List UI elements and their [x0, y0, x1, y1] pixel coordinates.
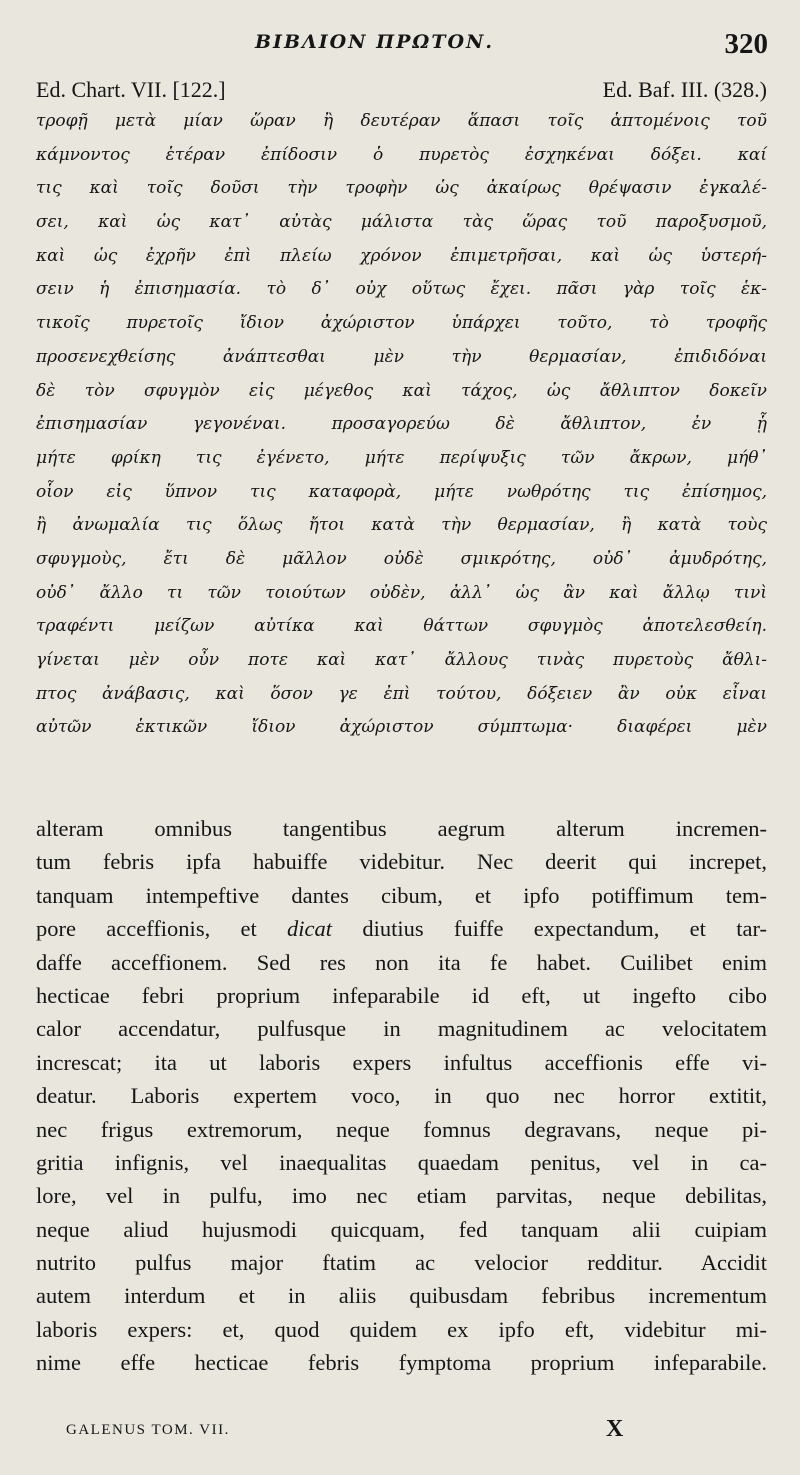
- latin-line: lore, vel in pulfu, imo nec etiam parvitas, neque debilitas,: [36, 1183, 767, 1209]
- latin-line: nime effe hecticae febris fymptoma proprium infeparabile.: [36, 1350, 767, 1376]
- latin-text: [36, 812, 767, 1380]
- latin-line: pore acceffionis, et dicat diutius fuiffe expectandum, et tar-: [36, 916, 767, 942]
- latin-line: increscat; ita ut laboris expers infultus acceffionis effe vi-: [36, 1049, 767, 1075]
- greek-line: κάμνοντος ἑτέραν ἐπίδοσιν ὁ πυρετὸς ἐσχηκέναι δόξει. καί: [36, 144, 767, 165]
- greek-line: τικοῖς πυρετοῖς ἴδιον ἀχώριστον ὑπάρχει τοῦτο, τὸ τροφῆς: [36, 313, 767, 334]
- latin-line: tanquam intempeftive dantes cibum, et ipfo potiffimum tem-: [36, 882, 767, 908]
- latin-line: alteram omnibus tangentibus aegrum alterum incremen-: [36, 816, 767, 841]
- greek-line: πτος ἀνάβασις, καὶ ὅσον γε ἐπὶ τούτου, δόξειεν ἂν οὐκ εἶναι: [36, 683, 767, 704]
- greek-line: σφυγμοὺς, ἔτι δὲ μᾶλλον οὐδὲ σμικρότης, οὐδ᾽ ἀμυδρότης,: [36, 548, 767, 569]
- latin-line: nutrito pulfus major ftatim ac velocior redditur. Accidit: [36, 1250, 767, 1276]
- running-head: [0, 28, 800, 62]
- page-number: 320: [724, 28, 768, 60]
- latin-line: tum febris ipfa habuiffe videbitur. Nec deerit qui increpet,: [36, 849, 767, 875]
- greek-line: οἷον εἰς ὕπνον τις καταφορὰ, μήτε νωθρότης τις ἐπίσημος,: [36, 481, 767, 502]
- latin-line: gritia infignis, vel inaequalitas quaedam penitus, vel in ca-: [36, 1149, 767, 1175]
- greek-line: ἐπισημασίαν γεγονέναι. προσαγορεύω δὲ ἄθλιπτον, ἐν ᾗ: [36, 414, 767, 435]
- greek-line: καὶ ὡς ἐχρῆν ἐπὶ πλείω χρόνον ἐπιμετρῆσαι, καὶ ὡς ὑστερή-: [36, 245, 767, 266]
- greek-line: σει, καὶ ὡς κατ᾽ αὐτὰς μάλιστα τὰς ὥρας τοῦ παροξυσμοῦ,: [36, 212, 767, 233]
- edition-basel: Ed. Baf. III. (328.): [602, 77, 767, 102]
- greek-line: σειν ἡ ἐπισημασία. τὸ δ᾽ οὐχ οὕτως ἔχει. πᾶσι γὰρ τοῖς ἑκ-: [36, 279, 767, 300]
- greek-line: μήτε φρίκη τις ἐγένετο, μήτε περίψυξις τῶν ἄκρων, μήθ᾽: [36, 447, 767, 468]
- italic-word: dicat: [287, 916, 333, 942]
- greek-line: οὐδ᾽ ἄλλο τι τῶν τοιούτων οὐδὲν, ἀλλ᾽ ὡς ἂν καὶ ἄλλῳ τινὶ: [36, 582, 767, 603]
- greek-line: τραφέντι μείζων αὐτίκα καὶ θάττων σφυγμὸς ἀποτελεσθείη.: [36, 616, 767, 637]
- page-footer: [66, 1416, 666, 1446]
- greek-line: αὐτῶν ἑκτικῶν ἴδιον ἀχώριστον σύμπτωμα· διαφέρει μὲν: [36, 717, 767, 738]
- running-title: ΒΙΒΛΙΟΝ ΠΡΩΤΟΝ.: [255, 31, 494, 53]
- latin-line: autem interdum et in aliis quibusdam febribus incrementum: [36, 1283, 767, 1309]
- printer-signature: GALENUS TOM. VII.: [66, 1422, 230, 1438]
- greek-line: τις καὶ τοῖς δοῦσι τὴν τροφὴν ὡς ἀκαίρως θρέψασιν ἐγκαλέ-: [36, 178, 767, 199]
- greek-line: τροφῇ μετὰ μίαν ὥραν ἢ δευτέραν ἅπασι τοῖς ἁπτομένοις τοῦ: [36, 111, 767, 131]
- latin-line: deatur. Laboris expertem voco, in quo nec horror extitit,: [36, 1083, 767, 1109]
- latin-line: daffe acceffionem. Sed res non ita fe habet. Cuilibet enim: [36, 949, 767, 975]
- latin-line: neque aliud hujusmodi quicquam, fed tanquam alii cuipiam: [36, 1216, 767, 1242]
- greek-line: δὲ τὸν σφυγμὸν εἰς μέγεθος καὶ τάχος, ὡς ἄθλιπτον δοκεῖν: [36, 380, 767, 401]
- latin-line: hecticae febri proprium infeparabile id eft, ut ingefto cibo: [36, 982, 767, 1008]
- latin-line: calor accendatur, pulfusque in magnitudinem ac velocitatem: [36, 1016, 767, 1042]
- signature-mark: X: [606, 1416, 624, 1442]
- greek-line: προσενεχθείσης ἀνάπτεσθαι μὲν τὴν θερμασίαν, ἐπιδιδόναι: [36, 346, 767, 367]
- greek-line: γίνεται μὲν οὖν ποτε καὶ κατ᾽ ἄλλους τινὰς πυρετοὺς ἄθλι-: [36, 650, 767, 670]
- greek-text: [36, 105, 767, 745]
- latin-line: nec frigus extremorum, neque fomnus degravans, neque pi-: [36, 1116, 767, 1142]
- latin-line: laboris expers: et, quod quidem ex ipfo eft, videbitur mi-: [36, 1316, 767, 1342]
- edition-chartier: Ed. Chart. VII. [122.]: [36, 77, 226, 102]
- greek-line: ἢ ἀνωμαλία τις ὅλως ἤτοι κατὰ τὴν θερμασίαν, ἢ κατὰ τοὺς: [36, 515, 767, 536]
- edition-references: [36, 77, 767, 103]
